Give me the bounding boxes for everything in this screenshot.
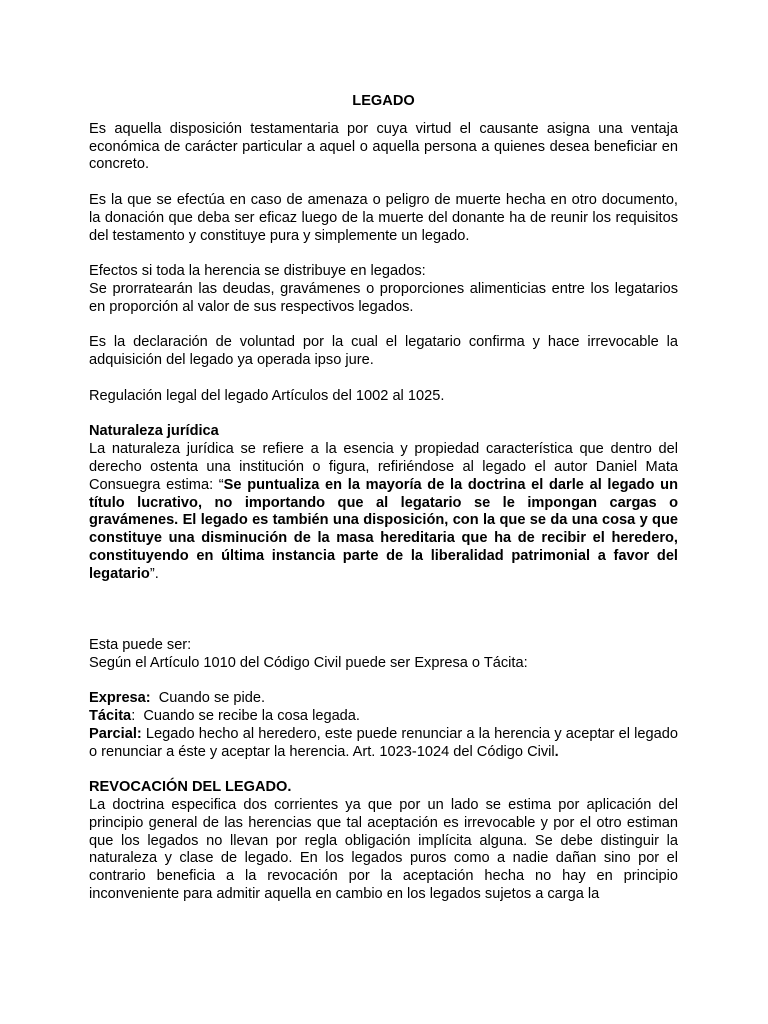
paragraph-effects: Se prorratearán las deudas, gravámenes o proporciones alimenticias entre los legatarios en proporción al valor de sus respectivos legados. xyxy=(89,280,678,315)
paragraph-donation: Es la que se efectúa en caso de amenaza o peligro de muerte hecha en otro documento, la donación que deba ser eficaz luego de la muerte del donante ha de reunir los requisitos del testamento y constituye pura y simplemente un legado. xyxy=(89,191,678,244)
quote-mata-consuegra: Se puntualiza en la mayoría de la doctrina el darle al legado un título lucrativo, no importando que al legatario se le impongan cargas o gravámenes. El legado es también una disposición, con la que se da una cosa y que constituye una disminución de la masa hereditaria que ha de recibir el heredero, constituyendo en última instancia parte de la liberalidad patrimonial a favor del legatario xyxy=(89,476,678,582)
document-page xyxy=(89,93,678,904)
paragraph-definition: Es aquella disposición testamentaria por cuya virtud el causante asigna una ventaja económica de carácter particular a aquel o aquella persona a quienes desea beneficiar en concreto. xyxy=(89,120,678,173)
paragraph-acceptance: Es la declaración de voluntad por la cual el legatario confirma y hace irrevocable la adquisición del legado ya operada ipso jure. xyxy=(89,334,678,369)
item-tacita: Tácita: Cuando se recibe la cosa legada. xyxy=(89,708,360,725)
paragraph-clases-article: Según el Artículo 1010 del Código Civil puede ser Expresa o Tácita: xyxy=(89,654,528,671)
paragraph-regulation: Regulación legal del legado Artículos del 1002 al 1025. xyxy=(89,387,445,404)
paragraph-revocacion: La doctrina especifica dos corrientes ya que por un lado se estima por aplicación del principio general de las herencias que tal aceptación es irrevocable y por el otro estiman que los legados no llevan por regla obligación implícita alguna. Se debe distinguir la naturaleza y clase de legado. En los legados puros como a nadie dañan sino por el contrario beneficia a la revocación por la aceptación hecha no hay en principio inconveniente para admitir aquella en cambio en los legados sujetos a carga la xyxy=(89,797,678,903)
paragraph-naturaleza: La naturaleza jurídica se refiere a la esencia y propiedad característica que dentro del derecho ostenta una institución o figura, refiriéndose al legado el autor Daniel Mata Consuegra estima: “Se puntualiza en la mayoría de la doctrina el darle al legado un título lucrativo, no importando que al legatario se le impongan cargas o gravámenes. El legado es también una disposición, con la que se da una cosa y que constituye una disminución de la masa hereditaria que ha de recibir el heredero, constituyendo en última instancia parte de la liberalidad patrimonial a favor del legatario”. xyxy=(89,441,678,582)
section-heading-revocacion: REVOCACIÓN DEL LEGADO. xyxy=(89,779,292,796)
document-title: LEGADO xyxy=(352,93,415,109)
item-expresa: Expresa: Cuando se pide. xyxy=(89,690,266,707)
item-parcial: Parcial: Legado hecho al heredero, este puede renunciar a la herencia y aceptar el legado o renunciar a éste y aceptar la herencia. Art. 1023-1024 del Código Civil. xyxy=(89,725,678,760)
section-heading-naturaleza: Naturaleza jurídica xyxy=(89,423,219,440)
paragraph-clases-intro: Esta puede ser: xyxy=(89,636,192,653)
paragraph-effects-intro: Efectos si toda la herencia se distribuye en legados: xyxy=(89,263,426,280)
